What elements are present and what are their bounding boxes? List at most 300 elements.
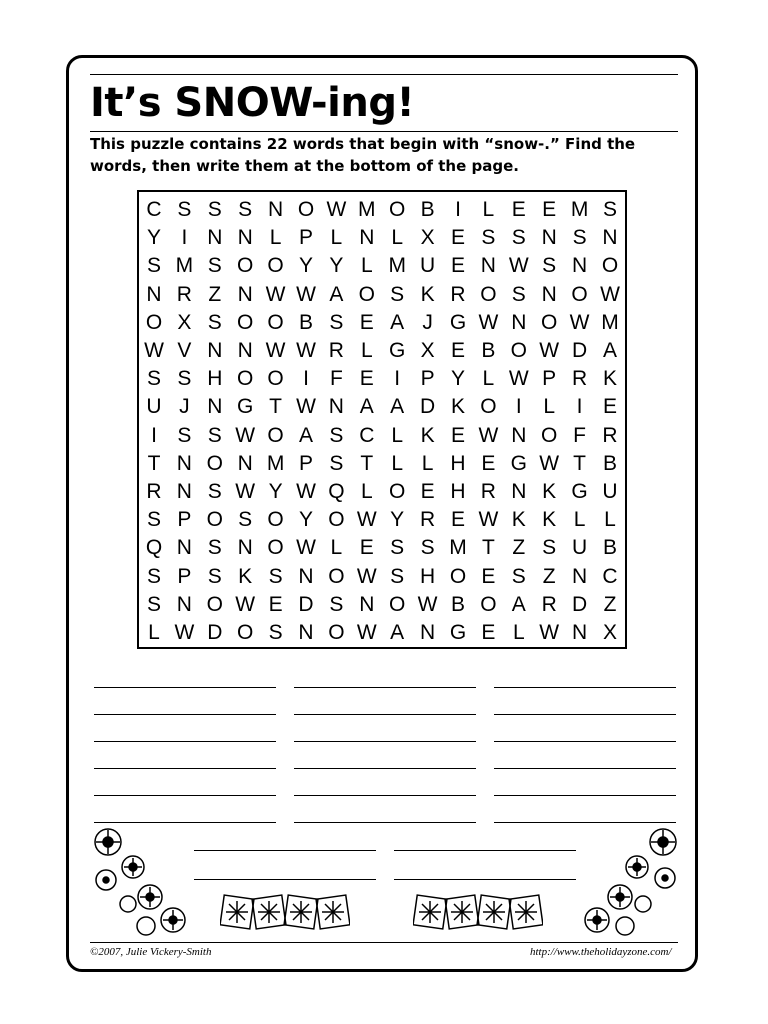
grid-cell: O bbox=[480, 395, 497, 419]
grid-cell: O bbox=[571, 282, 588, 306]
grid-cell: O bbox=[237, 254, 254, 278]
grid-cell: V bbox=[177, 339, 192, 362]
grid-cell: E bbox=[542, 198, 557, 221]
grid-cell: T bbox=[269, 395, 282, 419]
grid-cell: W bbox=[144, 339, 164, 362]
grid-cell: M bbox=[175, 254, 194, 278]
grid-cell: O bbox=[510, 339, 527, 362]
grid-cell: W bbox=[174, 621, 195, 644]
grid-cell: E bbox=[481, 621, 496, 644]
grid-cell: L bbox=[360, 480, 373, 503]
grid-cell: G bbox=[510, 451, 527, 475]
grid-cell: W bbox=[356, 564, 377, 588]
grid-cell: S bbox=[420, 536, 435, 560]
grid-cell: N bbox=[176, 451, 192, 475]
answer-line[interactable] bbox=[394, 850, 576, 851]
snowflake-border-left-icon bbox=[220, 893, 350, 931]
grid-cell: S bbox=[146, 367, 161, 391]
grid-cell: C bbox=[602, 564, 618, 588]
grid-cell: T bbox=[481, 536, 495, 560]
grid-cell: Z bbox=[208, 282, 222, 306]
answer-line[interactable] bbox=[94, 687, 276, 688]
grid-cell: W bbox=[235, 592, 256, 616]
grid-cell: A bbox=[329, 282, 344, 306]
grid-cell: O bbox=[389, 480, 406, 503]
answer-line[interactable] bbox=[94, 714, 276, 715]
grid-cell: W bbox=[356, 508, 377, 532]
grid-cell: N bbox=[146, 282, 162, 306]
grid-cell: Q bbox=[328, 480, 345, 503]
grid-cell: E bbox=[450, 226, 465, 250]
grid-cell: S bbox=[146, 592, 161, 616]
grid-cell: Q bbox=[145, 536, 163, 560]
grid-cell: N bbox=[420, 621, 436, 644]
grid-cell: S bbox=[390, 564, 405, 588]
grid-cell: S bbox=[390, 282, 405, 306]
grid-cell: J bbox=[422, 310, 433, 334]
answer-line[interactable] bbox=[294, 687, 476, 688]
grid-cell: N bbox=[541, 226, 557, 250]
grid-cell: N bbox=[176, 480, 192, 503]
grid-cell: E bbox=[481, 451, 496, 475]
grid-row bbox=[139, 196, 625, 224]
grid-cell: K bbox=[602, 367, 617, 391]
answer-line[interactable] bbox=[394, 879, 576, 880]
grid-cell: O bbox=[389, 592, 406, 616]
grid-cell: G bbox=[449, 310, 467, 334]
grid-cell: M bbox=[449, 536, 467, 560]
grid-cell: N bbox=[237, 282, 253, 306]
grid-cell: Y bbox=[329, 254, 344, 278]
grid-cell: S bbox=[207, 198, 222, 221]
grid-cell: L bbox=[573, 508, 586, 532]
answer-line[interactable] bbox=[494, 687, 676, 688]
grid-cell: O bbox=[237, 310, 254, 334]
grid-cell: D bbox=[207, 621, 223, 644]
grid-cell: Z bbox=[603, 592, 617, 616]
grid-cell: A bbox=[390, 310, 405, 334]
grid-cell: S bbox=[329, 310, 344, 334]
grid-cell: O bbox=[267, 536, 284, 560]
grid-row bbox=[139, 506, 625, 534]
grid-cell: S bbox=[542, 536, 557, 560]
grid-cell: M bbox=[388, 254, 406, 278]
grid-cell: L bbox=[330, 226, 343, 250]
grid-cell: P bbox=[177, 508, 192, 532]
grid-cell: Y bbox=[450, 367, 465, 391]
grid-cell: E bbox=[268, 592, 283, 616]
grid-row bbox=[139, 478, 625, 506]
grid-cell: O bbox=[328, 508, 345, 532]
grid-cell: S bbox=[511, 564, 526, 588]
grid-cell: Y bbox=[146, 226, 161, 250]
grid-cell: S bbox=[511, 282, 526, 306]
grid-cell: G bbox=[237, 395, 254, 419]
grid-cell: S bbox=[268, 621, 283, 644]
grid-cell: W bbox=[235, 423, 256, 447]
grid-cell: W bbox=[508, 367, 529, 391]
grid-cell: S bbox=[329, 451, 344, 475]
snowflake-border-right-icon bbox=[413, 893, 543, 931]
grid-row bbox=[139, 337, 625, 365]
grid-cell: L bbox=[391, 226, 404, 250]
answer-line[interactable] bbox=[294, 822, 476, 823]
grid-cell: N bbox=[176, 536, 192, 560]
grid-cell: B bbox=[602, 536, 617, 560]
grid-cell: O bbox=[541, 310, 558, 334]
grid-cell: E bbox=[450, 508, 465, 532]
grid-cell: H bbox=[420, 564, 436, 588]
grid-cell: W bbox=[296, 480, 316, 503]
grid-row bbox=[139, 281, 625, 309]
grid-cell: N bbox=[207, 339, 223, 362]
grid-cell: F bbox=[329, 367, 343, 391]
grid-cell: S bbox=[238, 198, 253, 221]
grid-cell: S bbox=[177, 198, 192, 221]
grid-cell: N bbox=[207, 226, 223, 250]
grid-cell: K bbox=[511, 508, 526, 532]
grid-cell: O bbox=[237, 367, 254, 391]
grid-cell: I bbox=[455, 198, 461, 221]
grid-cell: S bbox=[329, 592, 344, 616]
grid-row bbox=[139, 393, 625, 421]
grid-cell: B bbox=[481, 339, 496, 362]
grid-cell: I bbox=[303, 367, 309, 391]
grid-cell: I bbox=[181, 226, 188, 250]
grid-cell: O bbox=[480, 282, 497, 306]
grid-cell: H bbox=[450, 451, 466, 475]
grid-cell: N bbox=[237, 226, 253, 250]
answer-line[interactable] bbox=[494, 741, 676, 742]
grid-cell: W bbox=[296, 282, 316, 306]
grid-cell: A bbox=[298, 423, 313, 447]
answer-line[interactable] bbox=[94, 795, 276, 796]
grid-cell: L bbox=[512, 621, 525, 644]
grid-cell: M bbox=[601, 310, 619, 334]
grid-cell: K bbox=[238, 564, 253, 588]
page-title: It’s SNOW-ing! bbox=[90, 80, 415, 126]
grid-cell: O bbox=[328, 621, 345, 644]
grid-cell: W bbox=[296, 395, 316, 419]
grid-cell: S bbox=[572, 226, 587, 250]
grid-cell: W bbox=[539, 451, 560, 475]
grid-cell: O bbox=[206, 451, 223, 475]
grid-cell: W bbox=[478, 310, 499, 334]
grid-cell: R bbox=[328, 339, 344, 362]
grid-cell: H bbox=[450, 480, 466, 503]
grid-cell: P bbox=[177, 564, 192, 588]
grid-cell: W bbox=[326, 198, 347, 221]
copyright-text: ©2007, Julie Vickery-Smith bbox=[90, 946, 212, 958]
grid-cell: E bbox=[359, 310, 374, 334]
grid-cell: S bbox=[146, 254, 161, 278]
grid-cell: L bbox=[360, 339, 373, 362]
grid-cell: H bbox=[207, 367, 223, 391]
word-search-grid bbox=[137, 190, 627, 649]
grid-cell: R bbox=[572, 367, 588, 391]
grid-cell: Z bbox=[512, 536, 526, 560]
grid-cell: B bbox=[602, 451, 617, 475]
grid-cell: R bbox=[450, 282, 466, 306]
answer-line[interactable] bbox=[194, 879, 376, 880]
instructions: This puzzle contains 22 words that begin with “snow-.” Find the words, then write them at the bottom of the page. bbox=[90, 135, 636, 175]
grid-cell: I bbox=[515, 395, 522, 419]
grid-cell: E bbox=[450, 254, 465, 278]
grid-cell: O bbox=[267, 367, 284, 391]
grid-cell: N bbox=[511, 480, 527, 503]
grid-cell: B bbox=[420, 198, 435, 221]
grid-cell: O bbox=[480, 592, 497, 616]
grid-cell: P bbox=[542, 367, 557, 391]
grid-cell: K bbox=[450, 395, 465, 419]
grid-cell: U bbox=[572, 536, 588, 560]
grid-cell: U bbox=[146, 395, 162, 419]
grid-cell: E bbox=[359, 367, 374, 391]
grid-cell: D bbox=[420, 395, 436, 419]
grid-cell: N bbox=[268, 198, 284, 221]
grid-cell: X bbox=[420, 339, 435, 362]
grid-cell: K bbox=[542, 508, 557, 532]
grid-cell: B bbox=[298, 310, 313, 334]
footer-rule bbox=[90, 942, 678, 943]
grid-cell: O bbox=[267, 423, 284, 447]
grid-cell: Y bbox=[268, 480, 283, 503]
snowflake-corner-left-icon bbox=[88, 822, 208, 942]
grid-cell: A bbox=[359, 395, 374, 419]
grid-cell: O bbox=[358, 282, 375, 306]
grid-cell: W bbox=[417, 592, 438, 616]
grid-cell: L bbox=[330, 536, 343, 560]
grid-cell: W bbox=[478, 508, 499, 532]
answer-line[interactable] bbox=[494, 768, 676, 769]
grid-cell: O bbox=[297, 198, 315, 221]
grid-cell: X bbox=[602, 621, 617, 644]
grid-cell: S bbox=[177, 367, 192, 391]
grid-cell: N bbox=[237, 451, 253, 475]
grid-cell: N bbox=[572, 621, 588, 644]
grid-cell: N bbox=[328, 395, 344, 419]
grid-cell: O bbox=[267, 310, 284, 334]
answer-line[interactable] bbox=[294, 741, 476, 742]
grid-cell: S bbox=[207, 480, 222, 503]
grid-cell: W bbox=[296, 536, 316, 560]
grid-cell: Y bbox=[298, 254, 313, 278]
grid-cell: W bbox=[508, 254, 529, 278]
grid-cell: R bbox=[420, 508, 436, 532]
title-rule bbox=[90, 131, 678, 132]
grid-cell: N bbox=[511, 310, 527, 334]
grid-cell: W bbox=[600, 282, 620, 306]
grid-cell: O bbox=[267, 254, 284, 278]
grid-cell: G bbox=[571, 480, 588, 503]
grid-cell: O bbox=[206, 508, 223, 532]
grid-cell: L bbox=[604, 508, 616, 532]
website-text: http://www.theholidayzone.com/ bbox=[530, 946, 672, 958]
grid-cell: N bbox=[359, 592, 375, 616]
grid-row bbox=[139, 534, 625, 562]
grid-cell: S bbox=[238, 508, 253, 532]
grid-cell: I bbox=[576, 395, 583, 419]
grid-cell: N bbox=[572, 564, 588, 588]
grid-cell: A bbox=[390, 621, 405, 644]
grid-cell: R bbox=[480, 480, 496, 503]
grid-cell: N bbox=[298, 564, 314, 588]
grid-cell: O bbox=[267, 508, 284, 532]
grid-cell: W bbox=[478, 423, 499, 447]
grid-cell: R bbox=[176, 282, 192, 306]
grid-cell: L bbox=[421, 451, 434, 475]
answer-line[interactable] bbox=[94, 741, 276, 742]
grid-row bbox=[139, 591, 625, 619]
grid-cell: L bbox=[148, 621, 160, 644]
grid-cell: T bbox=[360, 451, 374, 475]
grid-cell: N bbox=[480, 254, 496, 278]
grid-cell: N bbox=[572, 254, 588, 278]
grid-cell: L bbox=[360, 254, 373, 278]
snowflake-corner-right-icon bbox=[565, 822, 685, 942]
grid-cell: I bbox=[394, 367, 401, 391]
grid-cell: W bbox=[539, 339, 560, 362]
answer-line[interactable] bbox=[494, 795, 676, 796]
grid-cell: O bbox=[145, 310, 163, 334]
grid-cell: W bbox=[235, 480, 256, 503]
grid-cell: D bbox=[298, 592, 314, 616]
grid-cell: L bbox=[482, 198, 495, 221]
grid-row bbox=[139, 309, 625, 337]
grid-cell: N bbox=[511, 423, 527, 447]
grid-cell: R bbox=[602, 423, 618, 447]
grid-cell: S bbox=[542, 254, 557, 278]
grid-cell: W bbox=[356, 621, 377, 644]
grid-cell: U bbox=[420, 254, 436, 278]
grid-cell: S bbox=[481, 226, 496, 250]
grid-cell: M bbox=[358, 198, 376, 221]
grid-cell: M bbox=[266, 451, 285, 475]
grid-cell: L bbox=[269, 226, 282, 250]
answer-line[interactable] bbox=[494, 714, 676, 715]
grid-cell: E bbox=[481, 564, 496, 588]
grid-cell: S bbox=[207, 310, 222, 334]
grid-cell: W bbox=[569, 310, 590, 334]
grid-cell: D bbox=[572, 592, 588, 616]
grid-cell: N bbox=[602, 226, 618, 250]
grid-cell: K bbox=[420, 282, 435, 306]
grid-cell: S bbox=[207, 423, 222, 447]
answer-line[interactable] bbox=[294, 768, 476, 769]
grid-cell: N bbox=[541, 282, 557, 306]
grid-cell: S bbox=[390, 536, 405, 560]
grid-cell: S bbox=[268, 564, 283, 588]
grid-cell: L bbox=[391, 423, 404, 447]
grid-cell: S bbox=[177, 423, 192, 447]
grid-row bbox=[139, 450, 625, 478]
grid-cell: O bbox=[328, 564, 345, 588]
grid-cell: O bbox=[206, 592, 223, 616]
grid-cell: E bbox=[450, 339, 465, 362]
grid-row bbox=[139, 422, 625, 450]
grid-row bbox=[139, 224, 625, 252]
grid-cell: L bbox=[391, 451, 404, 475]
grid-cell: G bbox=[449, 621, 467, 644]
grid-row bbox=[139, 365, 625, 393]
grid-cell: R bbox=[146, 480, 162, 503]
grid-cell: W bbox=[265, 339, 286, 362]
grid-cell: D bbox=[572, 339, 588, 362]
grid-cell: B bbox=[450, 592, 465, 616]
grid-cell: O bbox=[389, 198, 406, 221]
top-rule bbox=[90, 74, 678, 75]
grid-cell: S bbox=[207, 254, 222, 278]
answer-line[interactable] bbox=[294, 795, 476, 796]
grid-cell: E bbox=[420, 480, 435, 503]
grid-row bbox=[139, 252, 625, 280]
grid-cell: S bbox=[207, 536, 222, 560]
answer-line[interactable] bbox=[194, 850, 376, 851]
grid-cell: N bbox=[359, 226, 375, 250]
grid-cell: S bbox=[207, 564, 222, 588]
grid-cell: N bbox=[237, 536, 253, 560]
grid-cell: N bbox=[237, 339, 253, 362]
grid-cell: P bbox=[298, 226, 313, 250]
grid-cell: W bbox=[539, 621, 560, 644]
grid-cell: C bbox=[146, 198, 162, 221]
grid-cell: O bbox=[449, 564, 467, 588]
grid-cell: S bbox=[146, 508, 161, 532]
grid-cell: C bbox=[359, 423, 375, 447]
grid-cell: A bbox=[511, 592, 526, 616]
grid-cell: K bbox=[542, 480, 557, 503]
grid-cell: P bbox=[298, 451, 313, 475]
grid-row bbox=[139, 619, 625, 647]
grid-cell: W bbox=[296, 339, 316, 362]
grid-cell: N bbox=[298, 621, 314, 644]
grid-cell: L bbox=[543, 395, 556, 419]
grid-cell: J bbox=[179, 395, 190, 419]
grid-cell: E bbox=[602, 395, 617, 419]
grid-cell: A bbox=[602, 339, 617, 362]
grid-cell: K bbox=[420, 423, 435, 447]
grid-cell: T bbox=[573, 451, 586, 475]
grid-cell: R bbox=[541, 592, 557, 616]
grid-row bbox=[139, 563, 625, 591]
grid-cell: E bbox=[450, 423, 465, 447]
grid-cell: P bbox=[420, 367, 435, 391]
answer-line[interactable] bbox=[294, 714, 476, 715]
grid-cell: T bbox=[147, 451, 161, 475]
grid-cell: E bbox=[359, 536, 374, 560]
answer-line[interactable] bbox=[94, 768, 276, 769]
grid-cell: Y bbox=[298, 508, 313, 532]
grid-cell: S bbox=[511, 226, 526, 250]
grid-cell: M bbox=[570, 198, 589, 221]
grid-cell: Z bbox=[542, 564, 556, 588]
grid-cell: S bbox=[329, 423, 344, 447]
grid-cell: O bbox=[541, 423, 558, 447]
grid-cell: I bbox=[151, 423, 157, 447]
grid-cell: A bbox=[390, 395, 405, 419]
grid-cell: G bbox=[389, 339, 406, 362]
grid-cell: U bbox=[602, 480, 618, 503]
grid-cell: N bbox=[176, 592, 192, 616]
grid-cell: W bbox=[265, 282, 286, 306]
grid-cell: S bbox=[146, 564, 161, 588]
grid-cell: X bbox=[177, 310, 192, 334]
grid-cell: F bbox=[573, 423, 586, 447]
grid-cell: S bbox=[602, 198, 617, 221]
grid-cell: X bbox=[420, 226, 435, 250]
grid-cell: L bbox=[482, 367, 495, 391]
grid-cell: E bbox=[511, 198, 526, 221]
